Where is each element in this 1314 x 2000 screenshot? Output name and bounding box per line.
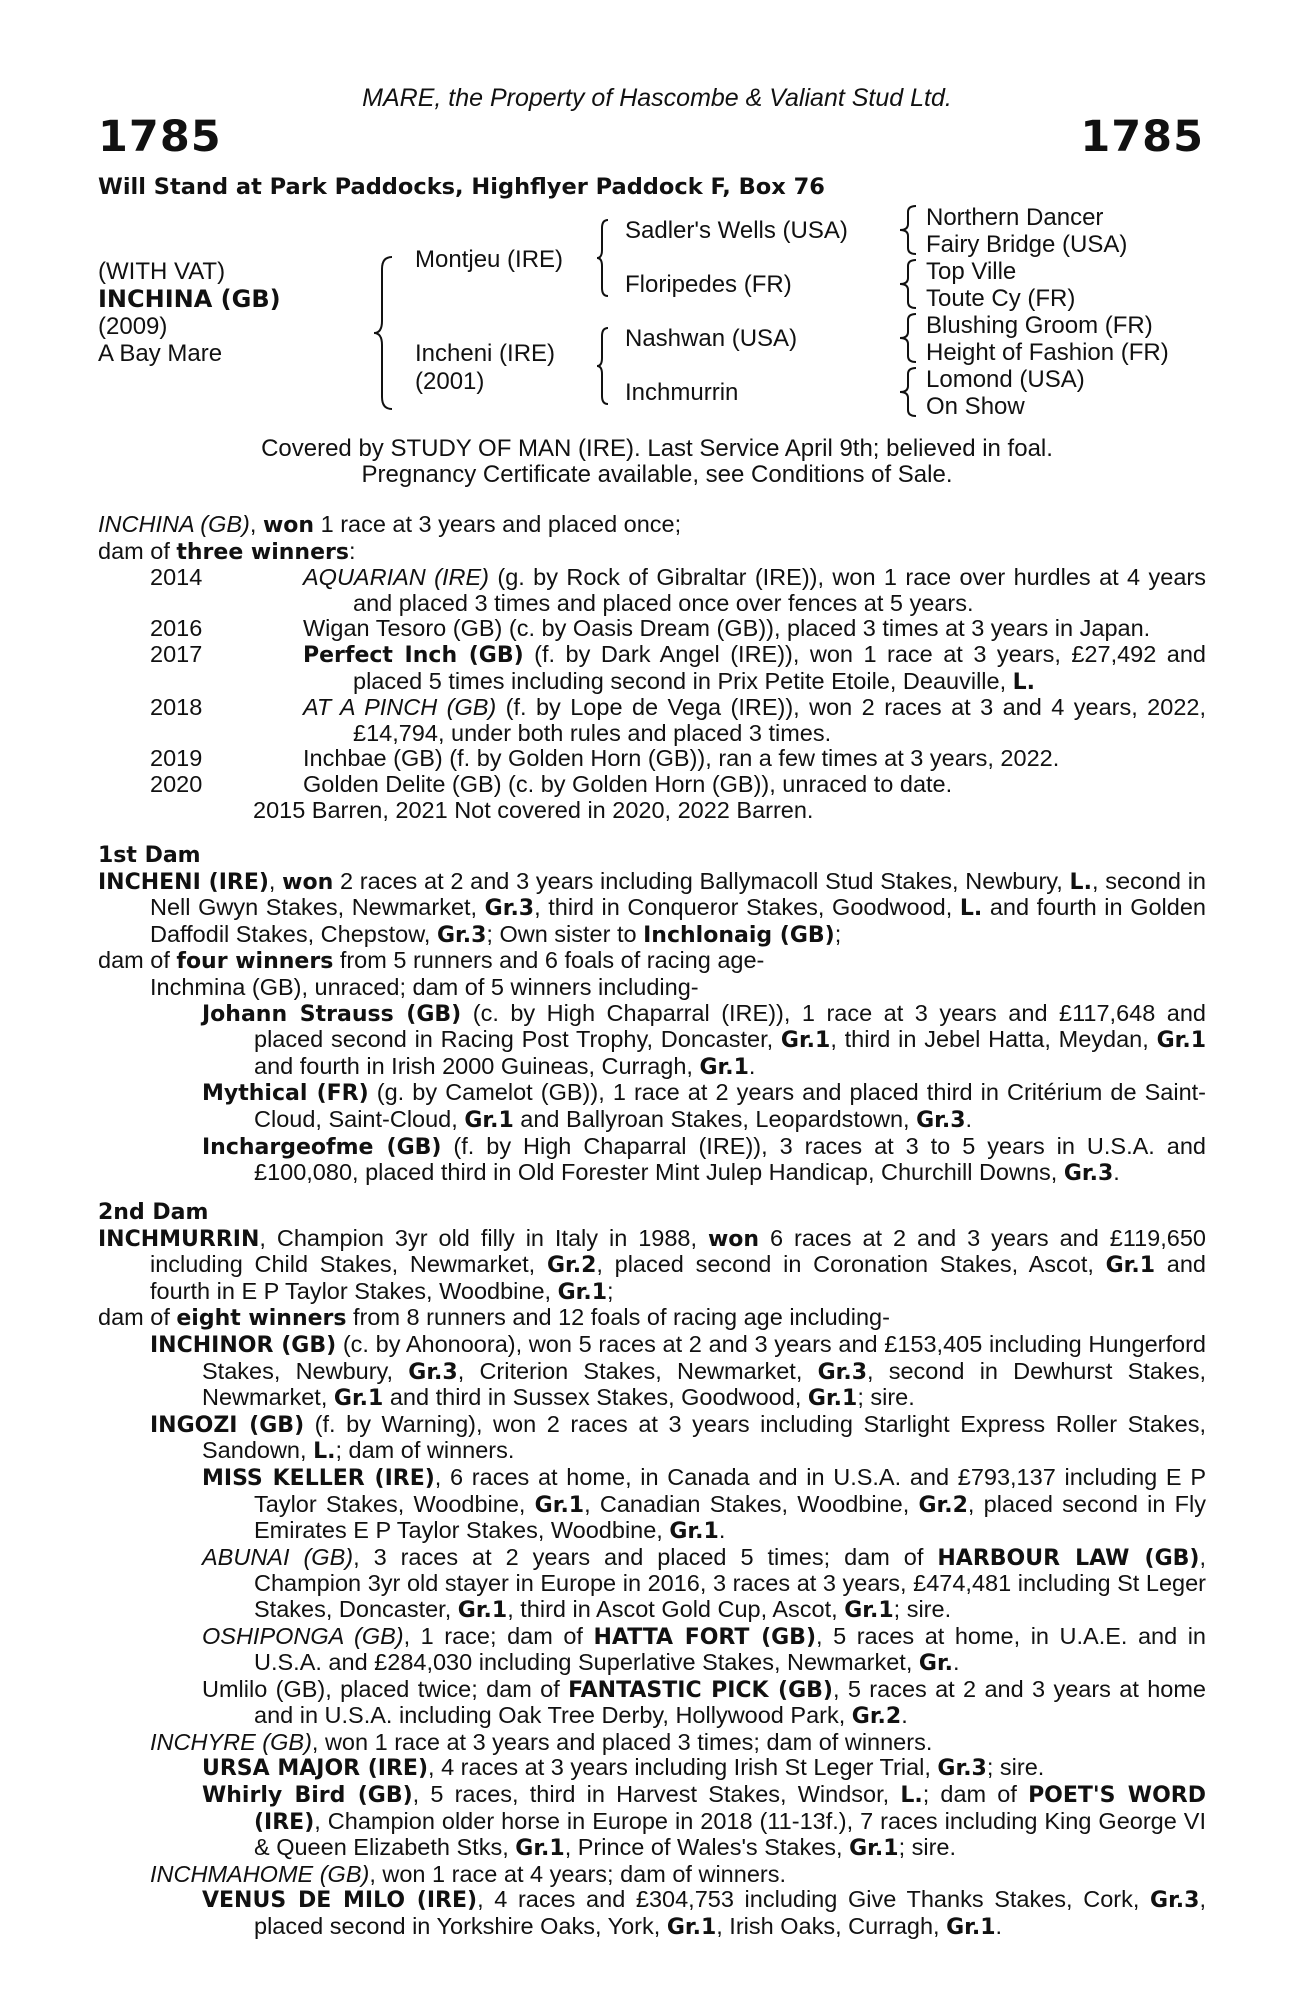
- bold-run: Gr.1: [946, 1915, 996, 1941]
- produce-intro-rest: 1 race at 3 years and placed once;: [314, 511, 682, 537]
- bold-run: Gr.2: [918, 1492, 968, 1518]
- bold-run: Gr.1: [1156, 1028, 1206, 1054]
- pedigree-g8: On Show: [926, 393, 1025, 420]
- bold-run: Gr.1: [666, 1915, 717, 1941]
- text-run: dam of: [98, 1304, 177, 1331]
- bold-run: Gr.2: [851, 1704, 902, 1730]
- pedigree-brace-g4: [898, 366, 920, 418]
- pedigree-brace-g1: [898, 204, 920, 256]
- bold-run: eight winners: [176, 1306, 347, 1332]
- bold-run: Gr.1: [1105, 1253, 1156, 1279]
- text-run: .: [748, 1052, 756, 1079]
- bold-run: Gr.1: [557, 1279, 608, 1305]
- pedigree-dam-dam: Inchmurrin: [625, 379, 739, 406]
- text-run: ;: [834, 920, 842, 947]
- text-run: ,: [268, 867, 283, 894]
- first-dam-record: [98, 869, 1206, 949]
- produce-item-year: 2017: [150, 640, 203, 667]
- pedigree-dam-sire: Nashwan (USA): [625, 325, 798, 352]
- bold-run: INCHENI (IRE): [98, 869, 269, 895]
- text-run: ; dam of: [922, 1781, 1029, 1808]
- second-dam-grandfoal-venus-de-milo: [202, 1887, 1206, 1940]
- text-run: , Prince of Wales's Stakes,: [564, 1834, 850, 1861]
- text-run: , 1 race; dam of: [403, 1622, 594, 1649]
- bold-run: won: [282, 869, 334, 895]
- first-dam-grandfoal-johann-strauss: [202, 1001, 1206, 1081]
- bold-run: Inchargeofme (GB): [202, 1134, 442, 1160]
- bold-run: Gr.1: [844, 1597, 894, 1623]
- bold-run: Gr.3: [1150, 1888, 1200, 1914]
- text-run: .: [953, 1649, 960, 1676]
- horse-year: (2009): [98, 313, 168, 340]
- produce-item-detail: (g. by Rock of Gibraltar (IRE)), won 1 race over hurdles at 4 years and placed 3 times and placed once over fences at 5 years.: [353, 564, 1206, 616]
- text-run: .: [995, 1913, 1003, 1940]
- produce-item-detail: (f. by Dark Angel (IRE)), won 1 race at 3 years, £27,492 and placed 5 times including second in Prix Petite Etoile, Deauville,: [353, 640, 1207, 694]
- second-dam-grandfoal-miss-keller: [202, 1465, 1206, 1545]
- pedigree-g5: Blushing Groom (FR): [926, 312, 1153, 339]
- second-dam-grandfoal-abunai: [202, 1545, 1206, 1624]
- bold-run: Gr.3: [1063, 1161, 1114, 1187]
- produce-item: [98, 695, 1206, 746]
- produce-item: [98, 772, 1206, 798]
- text-run: 2 races at 2 and 3 years including Ballymacoll Stud Stakes, Newbury,: [333, 867, 1070, 894]
- text-run: (c. by High Chaparral (IRE)), 1 race at 3 years and £117,648 and placed second in Racing Post Trophy, Doncaster,: [254, 999, 1206, 1053]
- produce-item-name: AT A PINCH (GB): [303, 694, 497, 721]
- text-run: , won 1 race at 4 years; dam of winners.: [369, 1860, 786, 1887]
- vat-note: (WITH VAT): [98, 258, 226, 285]
- text-run: , won 1 race at 3 years and placed 3 times; dam of winners.: [311, 1728, 933, 1755]
- text-run: , placed second in Coronation Stakes, Ascot,: [596, 1251, 1106, 1278]
- text-run: ; Own sister to: [486, 920, 644, 947]
- produce-item-text: [303, 772, 1206, 798]
- bold-run: four winners: [176, 949, 334, 975]
- produce-item-detail: (c. by Oasis Dream (GB)), placed 3 times at 3 years in Japan.: [502, 615, 1151, 642]
- pedigree-brace-g2: [898, 258, 920, 310]
- produce-item-text: [303, 746, 1206, 772]
- pedigree-g4: Toute Cy (FR): [926, 285, 1076, 312]
- pedigree-dam: Incheni (IRE): [415, 340, 556, 367]
- text-run: (f. by High Chaparral (IRE)), 3 races at 3 to 5 years in U.S.A. and £100,080, placed third in Old Forester Mint Julep Handicap, Churchill Downs,: [254, 1132, 1206, 1186]
- bold-run: Gr.1: [807, 1386, 858, 1412]
- bold-run: Gr.1: [534, 1492, 585, 1518]
- second-dam-foal-inchmahome: [150, 1862, 1206, 1888]
- bold-run: Whirly Bird (GB): [202, 1783, 413, 1809]
- produce-dam-of-label: dam of: [98, 537, 177, 564]
- text-run: ; sire.: [986, 1754, 1045, 1781]
- produce-item-name: AQUARIAN (IRE): [303, 564, 489, 591]
- text-run: .: [901, 1702, 908, 1729]
- second-dam-foal-inchyre: [150, 1730, 1206, 1756]
- text-run: ; sire.: [898, 1834, 957, 1861]
- stand-line: Will Stand at Park Paddocks, Highflyer Paddock F, Box 76: [98, 174, 825, 200]
- produce-item: [98, 565, 1206, 616]
- text-run: and fourth in Irish 2000 Guineas, Curragh,: [254, 1052, 700, 1079]
- text-run: , Irish Oaks, Curragh,: [716, 1913, 947, 1940]
- produce-dam-of-count: three winners: [176, 539, 349, 565]
- bold-run: VENUS DE MILO (IRE): [202, 1888, 478, 1914]
- bold-run: Johann Strauss (GB): [202, 1001, 462, 1027]
- second-dam-foal-ingozi: [150, 1412, 1206, 1465]
- pedigree-g6: Height of Fashion (FR): [926, 339, 1169, 366]
- pedigree-g7: Lomond (USA): [926, 366, 1085, 393]
- bold-run: Gr.3: [484, 896, 535, 922]
- first-dam-dam-of: [98, 948, 1206, 975]
- second-dam-foal-inchinor: [150, 1332, 1206, 1412]
- pedigree-brace-g3: [898, 312, 920, 364]
- bold-run: Gr.1: [464, 1107, 514, 1133]
- first-dam-grandfoal-mythical: [202, 1080, 1206, 1133]
- lot-number-left: 1785: [98, 112, 222, 162]
- first-dam-heading: 1st Dam: [98, 843, 201, 868]
- second-dam-grandfoal-whirly-bird: [202, 1782, 1206, 1862]
- text-run: , second in Nell Gwyn Stakes, Newmarket,: [150, 867, 1206, 921]
- bold-run: L.: [313, 1439, 336, 1465]
- bold-run: MISS KELLER (IRE): [202, 1465, 435, 1491]
- produce-item: [98, 746, 1206, 772]
- text-run: ; sire.: [893, 1595, 952, 1622]
- first-dam-foal-inchmina: [150, 975, 1206, 1001]
- text-run: , third in Ascot Gold Cup, Ascot,: [507, 1595, 845, 1622]
- text-run: ;: [607, 1277, 614, 1304]
- text-run: Umlilo (GB), placed twice; dam of: [202, 1675, 569, 1702]
- text-run: ; sire.: [857, 1384, 915, 1411]
- second-dam-section: [98, 1200, 1206, 1941]
- bold-run: Gr.1: [333, 1386, 384, 1412]
- produce-item: [98, 642, 1206, 695]
- text-run: , 3 races at 2 years and placed 5 times; dam of: [353, 1543, 938, 1570]
- bold-run: L.: [959, 896, 983, 922]
- text-run: , third in Conqueror Stakes, Goodwood,: [534, 894, 960, 921]
- bold-run: Gr.3: [916, 1107, 966, 1133]
- bold-run: Gr.1: [849, 1836, 899, 1862]
- produce-dam-of-end: :: [348, 537, 356, 564]
- produce-item-year: 2018: [150, 694, 203, 721]
- italic-run: INCHMAHOME (GB): [150, 1860, 370, 1887]
- bold-run: Gr.3: [436, 922, 487, 948]
- text-run: , placed second in Fly Emirates E P Taylor Stakes, Woodbine,: [254, 1490, 1206, 1544]
- lot-number-right: 1785: [1080, 112, 1204, 162]
- bold-run: Gr.3: [937, 1756, 987, 1782]
- produce-item-name: Inchbae (GB): [303, 745, 443, 772]
- text-run: , 5 races at home, in U.A.E. and in U.S.A. and £284,030 including Superlative Stakes, Newmarket,: [254, 1622, 1207, 1676]
- produce-item-name: Wigan Tesoro (GB): [303, 615, 503, 642]
- bold-run: FANTASTIC PICK (GB): [568, 1677, 833, 1703]
- text-run: , Champion older horse in Europe in 2018 (11-13f.), 7 races including King George VI & Queen Elizabeth Stks,: [254, 1807, 1206, 1861]
- bold-run: won: [707, 1226, 760, 1252]
- bold-run: Inchlonaig (GB): [643, 922, 835, 948]
- bold-run: Gr.1: [515, 1836, 565, 1862]
- italic-run: INCHYRE (GB): [150, 1728, 312, 1755]
- produce-item-name: Golden Delite (GB): [303, 770, 502, 797]
- text-run: (g. by Camelot (GB)), 1 race at 2 years and placed third in Critérium de Saint-Cloud, Saint-Cloud,: [254, 1079, 1206, 1132]
- text-run: , 4 races at 3 years including Irish St Leger Trial,: [428, 1754, 938, 1781]
- text-run: , placed second in Yorkshire Oaks, York,: [254, 1886, 1206, 1940]
- bold-run: INGOZI (GB): [150, 1412, 305, 1438]
- covering-line-1: Covered by STUDY OF MAN (IRE). Last Service April 9th; believed in foal.: [261, 435, 1053, 462]
- text-run: , 6 races at home, in Canada and in U.S.A. and £793,137 including E P Taylor Stakes, Woodbine,: [254, 1463, 1206, 1517]
- pedigree-g1: Northern Dancer: [926, 204, 1104, 231]
- text-run: (f. by Warning), won 2 races at 3 years including Starlight Express Roller Stakes, Sandown,: [202, 1410, 1207, 1464]
- bold-run: Gr.1: [669, 1519, 719, 1545]
- text-run: and third in Sussex Stakes, Goodwood,: [383, 1384, 808, 1411]
- pedigree-sire: Montjeu (IRE): [415, 246, 564, 273]
- horse-name: INCHINA (GB): [98, 285, 281, 313]
- pedigree-dam-year: (2001): [415, 368, 485, 395]
- produce-record: [98, 512, 1206, 823]
- covering-line-2: Pregnancy Certificate available, see Conditions of Sale.: [361, 461, 953, 488]
- text-run: , Canadian Stakes, Woodbine,: [584, 1490, 919, 1517]
- pedigree-sire-dam: Floripedes (FR): [625, 271, 792, 298]
- bold-run: Mythical (FR): [202, 1081, 369, 1107]
- second-dam-dam-of: [98, 1305, 1206, 1332]
- produce-item-detail: (f. by Lope de Vega (IRE)), won 2 races at 3 and 4 years, 2022, £14,794, under both rules and placed 3 times.: [353, 694, 1206, 746]
- text-run: , third in Jebel Hatta, Meydan,: [830, 1026, 1157, 1053]
- bold-run: Gr.1: [699, 1054, 749, 1080]
- produce-item-year: 2020: [150, 770, 203, 797]
- second-dam-record: [98, 1226, 1206, 1306]
- text-run: and Ballyroan Stakes, Leopardstown,: [513, 1105, 917, 1132]
- bold-run: INCHINOR (GB): [150, 1332, 337, 1358]
- property-line: MARE, the Property of Hascombe & Valiant Stud Ltd.: [362, 84, 952, 112]
- bold-run: Gr.3: [817, 1359, 867, 1385]
- second-dam-heading: 2nd Dam: [98, 1200, 209, 1225]
- text-run: Inchmina (GB), unraced; dam of 5 winners including-: [150, 973, 699, 1000]
- second-dam-grandfoal-oshiponga: [202, 1624, 1206, 1677]
- pedigree-brace-main: [372, 255, 394, 411]
- text-run: dam of: [98, 947, 177, 974]
- first-dam-grandfoal-inchargeofme: [202, 1134, 1206, 1187]
- text-run: from 5 runners and 6 foals of racing age-: [333, 947, 765, 974]
- bold-run: Gr.2: [546, 1253, 597, 1279]
- text-run: , Champion 3yr old filly in Italy in 1988,: [259, 1224, 708, 1251]
- produce-intro: INCHINA (GB), won 1 race at 3 years and placed once;: [98, 511, 682, 538]
- produce-item-detail: (c. by Golden Horn (GB)), unraced to date.: [501, 770, 953, 797]
- second-dam-grandfoal-ursa-major: [202, 1755, 1206, 1782]
- text-run: , 5 races, third in Harvest Stakes, Windsor,: [412, 1781, 901, 1808]
- pedigree-g2: Fairy Bridge (USA): [926, 231, 1128, 258]
- pedigree-g3: Top Ville: [926, 258, 1017, 285]
- produce-dam-of: [98, 539, 1206, 566]
- text-run: , 5 races at 2 and 3 years at home and in U.S.A. including Oak Tree Derby, Hollywood Park,: [254, 1675, 1206, 1729]
- produce-item-year: 2016: [150, 615, 203, 642]
- produce-item-text: [303, 642, 1206, 695]
- produce-item-name: Perfect Inch (GB): [303, 642, 524, 668]
- text-run: and fourth in Golden Daffodil Stakes, Chepstow,: [150, 894, 1206, 947]
- produce-item: [98, 616, 1206, 642]
- produce-item-year: 2019: [150, 745, 203, 772]
- bold-run: Gr.: [918, 1651, 954, 1677]
- produce-barren: 2015 Barren, 2021 Not covered in 2020, 2022 Barren.: [253, 796, 814, 823]
- text-run: .: [965, 1105, 973, 1132]
- bold-run: HARBOUR LAW (GB): [937, 1545, 1200, 1571]
- produce-item-text: [303, 616, 1206, 642]
- pedigree-brace-dam: [596, 326, 610, 406]
- produce-intro-name: INCHINA (GB): [98, 511, 250, 537]
- text-run: .: [718, 1517, 726, 1544]
- bold-run: HATTA FORT (GB): [593, 1624, 817, 1650]
- produce-item-grade: L.: [1012, 669, 1036, 695]
- text-run: and fourth in E P Taylor Stakes, Woodbine,: [150, 1251, 1206, 1304]
- italic-run: ABUNAI (GB): [202, 1543, 354, 1570]
- produce-intro-won: won: [262, 513, 315, 538]
- produce-item-text: [303, 565, 1206, 616]
- text-run: from 8 runners and 12 foals of racing age including-: [346, 1304, 890, 1331]
- bold-run: L.: [1069, 869, 1092, 895]
- bold-run: POET'S WORD (IRE): [254, 1783, 1206, 1835]
- first-dam-section: [98, 843, 1206, 1187]
- horse-description: A Bay Mare: [98, 340, 223, 367]
- text-run: (c. by Ahonoora), won 5 races at 2 and 3 years and £153,405 including Hungerford Stakes, Newbury,: [202, 1330, 1206, 1384]
- bold-run: L.: [900, 1783, 923, 1809]
- produce-item-text: [303, 695, 1206, 746]
- text-run: ; dam of winners.: [335, 1437, 515, 1464]
- text-run: .: [1113, 1159, 1120, 1186]
- text-run: 6 races at 2 and 3 years and £119,650 including Child Stakes, Newmarket,: [150, 1224, 1206, 1278]
- italic-run: OSHIPONGA (GB): [202, 1622, 404, 1649]
- produce-items: [98, 565, 1206, 797]
- text-run: , second in Dewhurst Stakes, Newmarket,: [202, 1357, 1206, 1411]
- bold-run: Gr.1: [457, 1597, 508, 1623]
- pedigree-brace-sire: [596, 218, 610, 298]
- produce-item-detail: (f. by Golden Horn (GB)), ran a few times at 3 years, 2022.: [442, 745, 1060, 772]
- pedigree-sire-sire: Sadler's Wells (USA): [625, 217, 848, 244]
- second-dam-grandfoal-umlilo: [202, 1677, 1206, 1730]
- bold-run: INCHMURRIN: [98, 1226, 260, 1252]
- bold-run: URSA MAJOR (IRE): [202, 1756, 429, 1782]
- bold-run: Gr.3: [408, 1359, 458, 1385]
- bold-run: Gr.1: [780, 1028, 831, 1054]
- produce-item-year: 2014: [150, 564, 203, 591]
- text-run: , Champion 3yr old stayer in Europe in 2016, 3 races at 3 years, £474,481 including St Leger Stakes, Doncaster,: [254, 1543, 1207, 1622]
- text-run: , 4 races and £304,753 including Give Thanks Stakes, Cork,: [477, 1886, 1151, 1913]
- text-run: , Criterion Stakes, Newmarket,: [457, 1357, 818, 1384]
